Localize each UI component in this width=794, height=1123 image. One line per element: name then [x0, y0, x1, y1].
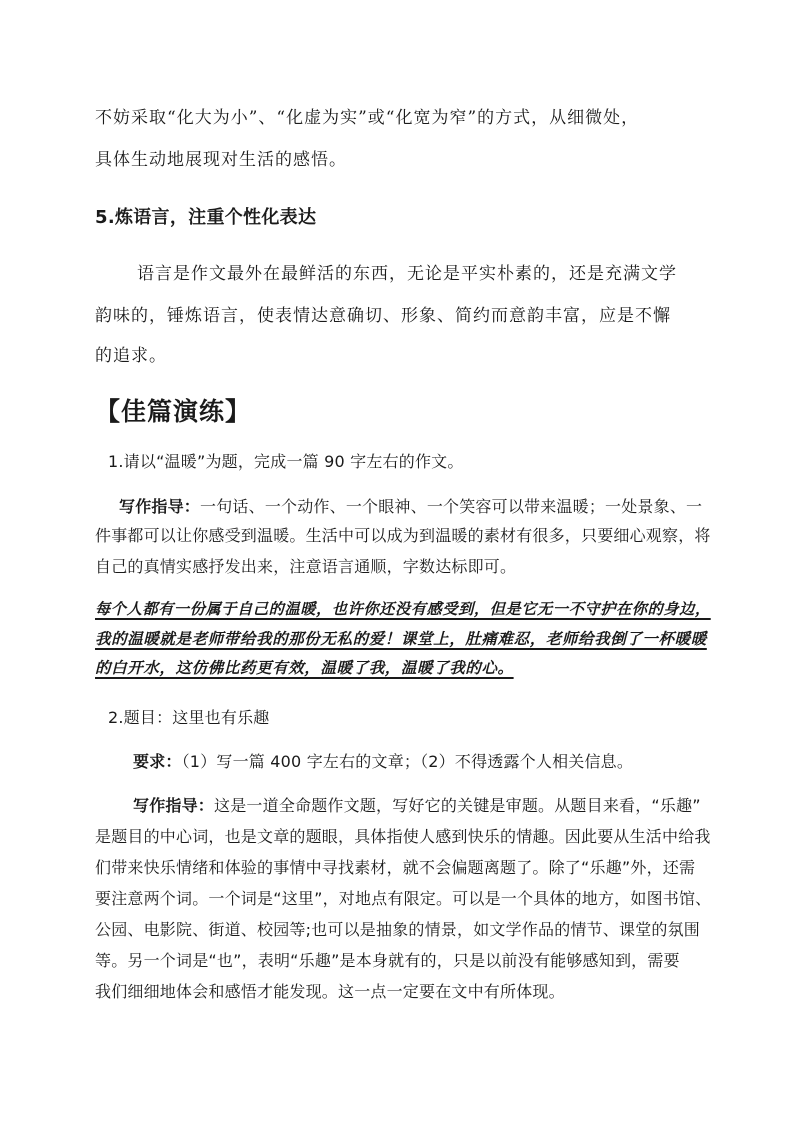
- tip5-line-1: 语言是作文最外在最鲜活的东西，无论是平实朴素的，还是充满文学: [137, 264, 677, 284]
- q2-req-label: 要求：: [133, 752, 182, 771]
- q2-guide-line-7: 我们细细地体会和感悟才能发现。这一点一定要在文中有所体现。: [95, 982, 565, 1001]
- tip5-heading: 5.炼语言，注重个性化表达: [95, 207, 317, 228]
- q2-guide-line-5: 公园、电影院、街道、校园等;也可以是抽象的情景，如文学作品的情节、课堂的氛围: [95, 920, 700, 939]
- q2-guide-label: 写作指导：: [133, 796, 215, 815]
- q2-req-text: （1）写一篇 400 字左右的文章；（2）不得透露个人相关信息。: [181, 752, 634, 771]
- intro-line-2: 具体生动地展现对生活的感悟。: [95, 150, 347, 170]
- essay-line-1: 每个人都有一份属于自己的温暖，也许你还没有感受到，但是它无一不守护在你的身边，: [95, 600, 711, 618]
- essay-line-2: 我的温暖就是老师带给我的那份无私的爱！课堂上，肚痛难忍，老师给我倒了一杯暖暖: [95, 629, 707, 648]
- tip5-line-2: 韵味的，锤炼语言，使表情达意确切、形象、简约而意韵丰富，应是不懈: [95, 306, 671, 326]
- q2-guide-line-6: 等。另一个词是“也”，表明“乐趣”是本身就有的，只是以前没有能够感知到，需要: [95, 951, 680, 970]
- q1-guide-text: 一句话、一个动作、一个眼神、一个笑容可以带来温暖；一处景象、一: [200, 497, 703, 516]
- tip5-line-3: 的追求。: [95, 346, 167, 366]
- q2-guide-line-1: [133, 793, 701, 816]
- q2-guide-line-3: 们带来快乐情绪和体验的事情中寻找素材，就不会偏题离题了。除了“乐趣”外，还需: [95, 858, 696, 877]
- q2-guide-line-4: 要注意两个词。一个词是“这里”，对地点有限定。可以是一个具体的地方，如图书馆、: [95, 889, 712, 908]
- essay-line-3: 的白开水，这仿佛比药更有效，温暖了我，温暖了我的心。: [95, 658, 514, 677]
- q2-requirements: [133, 749, 633, 772]
- q2-guide-text: 这是一道全命题作文题，写好它的关键是审题。从题目来看，“乐趣”: [214, 796, 701, 815]
- q2-guide-line-2: 是题目的中心词，也是文章的题眼，具体指使人感到快乐的情趣。因此要从生活中给我: [95, 827, 711, 846]
- q2-title: 2.题目：这里也有乐趣: [108, 708, 270, 727]
- q1-guide-line-2: 件事都可以让你感受到温暖。生活中可以成为到温暖的素材有很多，只要细心观察，将: [95, 526, 711, 545]
- q1-prompt: 1.请以“温暖”为题，完成一篇 90 字左右的作文。: [108, 452, 464, 471]
- q1-guide-line-3: 自己的真情实感抒发出来，注意语言通顺，字数达标即可。: [95, 557, 517, 576]
- section-title: 【佳篇演练】: [95, 397, 252, 426]
- intro-line-1: 不妨采取“化大为小”、“化虚为实”或“化宽为窄”的方式，从细微处，: [95, 108, 640, 128]
- q1-guide-line-1: [119, 494, 702, 517]
- q1-guide-label: 写作指导：: [119, 497, 201, 516]
